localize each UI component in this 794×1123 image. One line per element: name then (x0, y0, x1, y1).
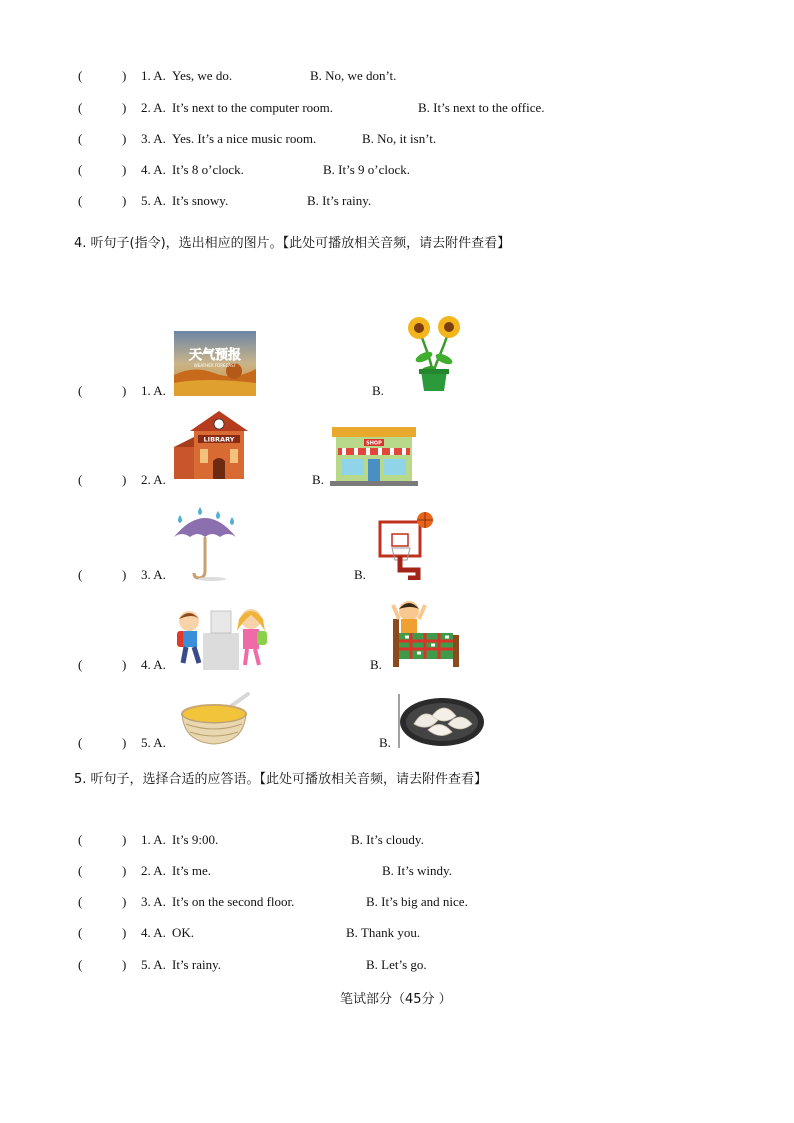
kids-going-to-school-picture (173, 603, 269, 670)
paren-open: ( (78, 100, 83, 115)
paren-open: ( (78, 832, 83, 847)
paren-open: ( (78, 894, 83, 909)
raindrop-icon (178, 515, 182, 523)
option-a: It’s snowy. (172, 193, 229, 208)
paren-close: ) (122, 68, 127, 83)
sunflower-head (438, 316, 460, 338)
weather-forecast-picture (174, 331, 256, 396)
sunflower-pot-picture (404, 315, 464, 393)
paren-close: ) (122, 567, 127, 582)
library-sign: LIBRARY (203, 435, 235, 444)
question-number: 2. A. (141, 472, 166, 487)
question-number: 1. A. (141, 832, 166, 847)
hoop-pole (400, 556, 418, 578)
umbrella-rain-picture (172, 501, 238, 581)
shop-window (342, 459, 364, 475)
paren-close: ) (122, 472, 127, 487)
shop-roof (332, 427, 416, 437)
question-number: 1. A. (141, 68, 166, 83)
raindrop-icon (216, 511, 220, 519)
paren-open: ( (78, 735, 83, 750)
pot-rim (419, 369, 449, 374)
library-left-roof (174, 437, 194, 447)
option-a: Yes. It’s a nice music room. (172, 131, 317, 146)
option-a: It’s 8 o’clock. (172, 162, 244, 177)
shop-door (368, 459, 380, 481)
option-b-label: B. (312, 472, 324, 487)
section4-heading: 4. 听句子(指令)，选出相应的图片。【此处可播放相关音频，请去附件查看】 (74, 236, 511, 251)
option-a: It’s me. (172, 863, 211, 878)
road (203, 633, 239, 670)
paren-close: ) (122, 383, 127, 398)
section5-heading: 5. 听句子，选择合适的应答语。【此处可播放相关音频，请去附件查看】 (74, 772, 488, 787)
question-number: 2. A. (141, 863, 166, 878)
shop-awning (338, 448, 410, 455)
poster-subtitle: WEATHER FORECAST (193, 363, 237, 368)
question-number: 4. A. (141, 925, 166, 940)
girl-dress (243, 629, 259, 649)
shop-window (384, 459, 406, 475)
option-b: B. It’s cloudy. (351, 832, 424, 847)
paren-close: ) (122, 100, 127, 115)
backboard (380, 522, 420, 556)
paren-close: ) (122, 735, 127, 750)
option-b: B. No, we don’t. (310, 68, 397, 83)
question-number: 2. A. (141, 100, 166, 115)
poster-title: 天气预报 (188, 348, 242, 363)
paren-open: ( (78, 925, 83, 940)
girl-backpack (257, 631, 267, 645)
question-number: 5. A. (141, 193, 166, 208)
question-number: 3. A. (141, 894, 166, 909)
option-a: OK. (172, 925, 195, 940)
paren-open: ( (78, 193, 83, 208)
soup-bowl-picture (180, 690, 256, 748)
paren-open: ( (78, 657, 83, 672)
school-building (211, 611, 231, 633)
paren-close: ) (122, 657, 127, 672)
option-a: It’s next to the computer room. (172, 100, 334, 115)
paren-open: ( (78, 957, 83, 972)
option-b: B. Thank you. (346, 925, 421, 940)
paren-close: ) (122, 162, 127, 177)
option-a: Yes, we do. (172, 68, 233, 83)
poster-field (174, 380, 256, 396)
bed-footboard (453, 635, 459, 667)
paren-open: ( (78, 472, 83, 487)
paren-close: ) (122, 193, 127, 208)
girl-legs (245, 649, 259, 665)
library-left-wing (174, 447, 194, 479)
library-building-picture (174, 407, 248, 480)
option-a: It’s 9:00. (172, 832, 219, 847)
option-a: It’s on the second floor. (172, 894, 295, 909)
paren-open: ( (78, 131, 83, 146)
boy-shirt (183, 631, 197, 647)
bed-headboard (393, 619, 399, 667)
option-b-label: B. (372, 383, 384, 398)
boy-shirt (401, 619, 417, 635)
paren-open: ( (78, 162, 83, 177)
shop-sign: SHOP (366, 440, 382, 447)
option-b-label: B. (370, 657, 382, 672)
library-door (213, 458, 225, 479)
raindrop-icon (198, 507, 202, 515)
option-b-label: B. (354, 567, 366, 582)
paren-close: ) (122, 957, 127, 972)
paren-close: ) (122, 925, 127, 940)
option-b: B. It’s windy. (382, 863, 452, 878)
paren-open: ( (78, 68, 83, 83)
dumplings-plate-picture (398, 692, 486, 748)
question-number: 4. A. (141, 657, 166, 672)
sunflower-head (408, 317, 430, 339)
question-number: 1. A. (141, 383, 166, 398)
option-a: It’s rainy. (172, 957, 221, 972)
shop-building-picture (330, 425, 418, 486)
window (230, 449, 238, 463)
boy-getting-up-picture (391, 597, 461, 670)
question-number: 3. A. (141, 131, 166, 146)
written-part-heading: 笔试部分（45分 ） (340, 992, 452, 1007)
window (200, 449, 208, 463)
option-b: B. Let’s go. (366, 957, 427, 972)
option-b: B. No, it isn’t. (362, 131, 437, 146)
option-b: B. It’s 9 o’clock. (323, 162, 411, 177)
question-number: 3. A. (141, 567, 166, 582)
option-b: B. It’s next to the office. (418, 100, 545, 115)
boy-legs (183, 647, 199, 663)
clock-icon (214, 419, 224, 429)
paren-open: ( (78, 863, 83, 878)
question-number: 5. A. (141, 735, 166, 750)
paren-close: ) (122, 894, 127, 909)
option-b-label: B. (379, 735, 391, 750)
raindrop-icon (230, 517, 234, 525)
shop-ground (330, 481, 418, 486)
question-number: 4. A. (141, 162, 166, 177)
umbrella-canopy (174, 518, 236, 537)
basketball-hoop-picture (378, 510, 436, 580)
paren-open: ( (78, 383, 83, 398)
option-b: B. It’s rainy. (307, 193, 372, 208)
paren-close: ) (122, 131, 127, 146)
umbrella-handle (194, 537, 205, 578)
paren-open: ( (78, 567, 83, 582)
ground-shadow (198, 577, 226, 581)
question-number: 5. A. (141, 957, 166, 972)
paren-close: ) (122, 863, 127, 878)
option-b: B. It’s big and nice. (366, 894, 468, 909)
paren-close: ) (122, 832, 127, 847)
